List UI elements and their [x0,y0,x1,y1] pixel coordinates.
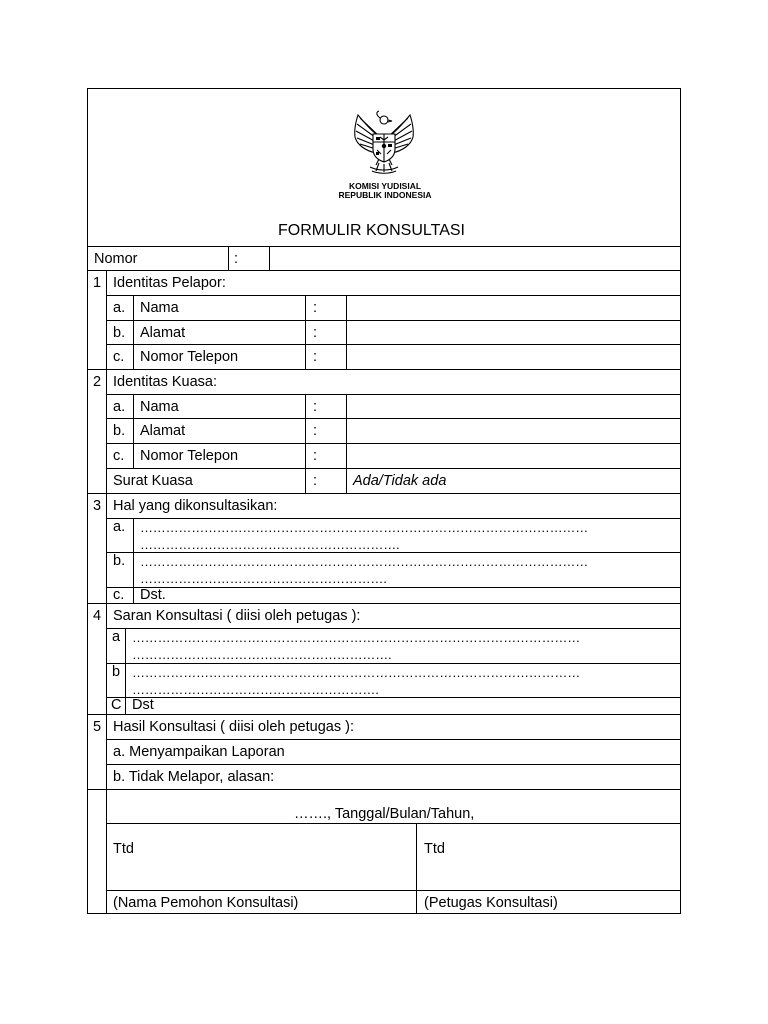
section1-row-letter: c. [113,349,125,365]
option-tidak-melapor[interactable]: b. Tidak Melapor, alasan: [113,769,275,785]
nomor-field[interactable] [270,247,680,270]
section1-row-letter: b. [113,325,126,341]
applicant-ttd: Ttd [113,841,134,857]
section4-number: 4 [93,608,102,624]
section4-last-letter: C [111,697,122,713]
form-title: FORMULIR KONSULTASI [278,222,465,239]
section4-item-b-line1[interactable]: …………………………………………………………………………………………… [132,665,581,680]
section3-item-a-line2[interactable]: ……………………………………………………. [140,537,400,552]
section5-title: Hasil Konsultasi ( diisi oleh petugas ): [113,719,354,735]
section1-row-label: Alamat [140,325,186,341]
section3-item-letter: b. [113,553,126,569]
date-line: ……., Tanggal/Bulan/Tahun, [294,806,475,822]
section2-row-letter: b. [113,423,126,439]
pelapor-nama-field[interactable] [347,296,680,320]
section2-row-colon: : [313,423,318,439]
section1-number: 1 [93,275,102,291]
surat-kuasa-label: Surat Kuasa [113,473,193,489]
officer-name-label: (Petugas Konsultasi) [424,895,558,911]
section3-title: Hal yang dikonsultasikan: [113,498,278,514]
section1-row-colon: : [313,325,318,341]
section2-row-colon: : [313,448,318,464]
section4-item-b-line2[interactable]: …………………………………………………. [132,682,379,697]
section2-row-label: Nama [140,399,179,415]
nomor-label: Nomor [94,251,138,267]
section4-item-a-line1[interactable]: …………………………………………………………………………………………… [132,630,581,645]
section4-item-a-line2[interactable]: ……………………………………………………. [132,647,392,662]
consultation-form [87,88,681,914]
officer-ttd: Ttd [424,841,445,857]
kuasa-alamat-field[interactable] [347,419,680,443]
section3-item-b-line2[interactable]: …………………………………………………. [140,571,387,586]
section3-item-letter: a. [113,519,126,535]
section4-item-letter: a [112,629,121,645]
section3-last-text: Dst. [140,587,166,603]
section1-row-label: Nomor Telepon [140,349,239,365]
section1-title: Identitas Pelapor: [113,275,226,291]
option-menyampaikan-laporan[interactable]: a. Menyampaikan Laporan [113,744,285,760]
surat-kuasa-colon: : [313,473,318,489]
section3-last-letter: c. [113,587,125,603]
pelapor-telepon-field[interactable] [347,345,680,369]
nomor-colon: : [234,251,239,267]
section2-number: 2 [93,374,102,390]
section1-row-colon: : [313,300,318,316]
section3-number: 3 [93,498,102,514]
section2-row-letter: c. [113,448,125,464]
section2-row-colon: : [313,399,318,415]
section4-item-letter: b [112,664,121,680]
institution-name: KOMISI YUDISIAL [348,181,422,191]
section4-title: Saran Konsultasi ( diisi oleh petugas ): [113,608,361,624]
applicant-signature-area[interactable] [107,824,416,890]
section2-title: Identitas Kuasa: [113,374,217,390]
kuasa-nama-field[interactable] [347,395,680,418]
section2-row-label: Nomor Telepon [140,448,239,464]
pelapor-alamat-field[interactable] [347,321,680,344]
section2-row-letter: a. [113,399,126,415]
section1-row-label: Nama [140,300,179,316]
surat-kuasa-value[interactable]: Ada/Tidak ada [353,473,447,489]
institution-country: REPUBLIK INDONESIA [338,190,432,200]
applicant-name-label: (Nama Pemohon Konsultasi) [113,895,299,911]
section4-last-text: Dst [132,697,154,713]
section1-row-letter: a. [113,300,126,316]
kuasa-telepon-field[interactable] [347,444,680,468]
officer-signature-area[interactable] [417,824,680,890]
section3-item-a-line1[interactable]: …………………………………………………………………………………………… [140,520,589,535]
section5-number: 5 [93,719,102,735]
section3-item-b-line1[interactable]: …………………………………………………………………………………………… [140,554,589,569]
section2-row-label: Alamat [140,423,186,439]
section1-row-colon: : [313,349,318,365]
garuda-emblem-icon [346,109,422,177]
